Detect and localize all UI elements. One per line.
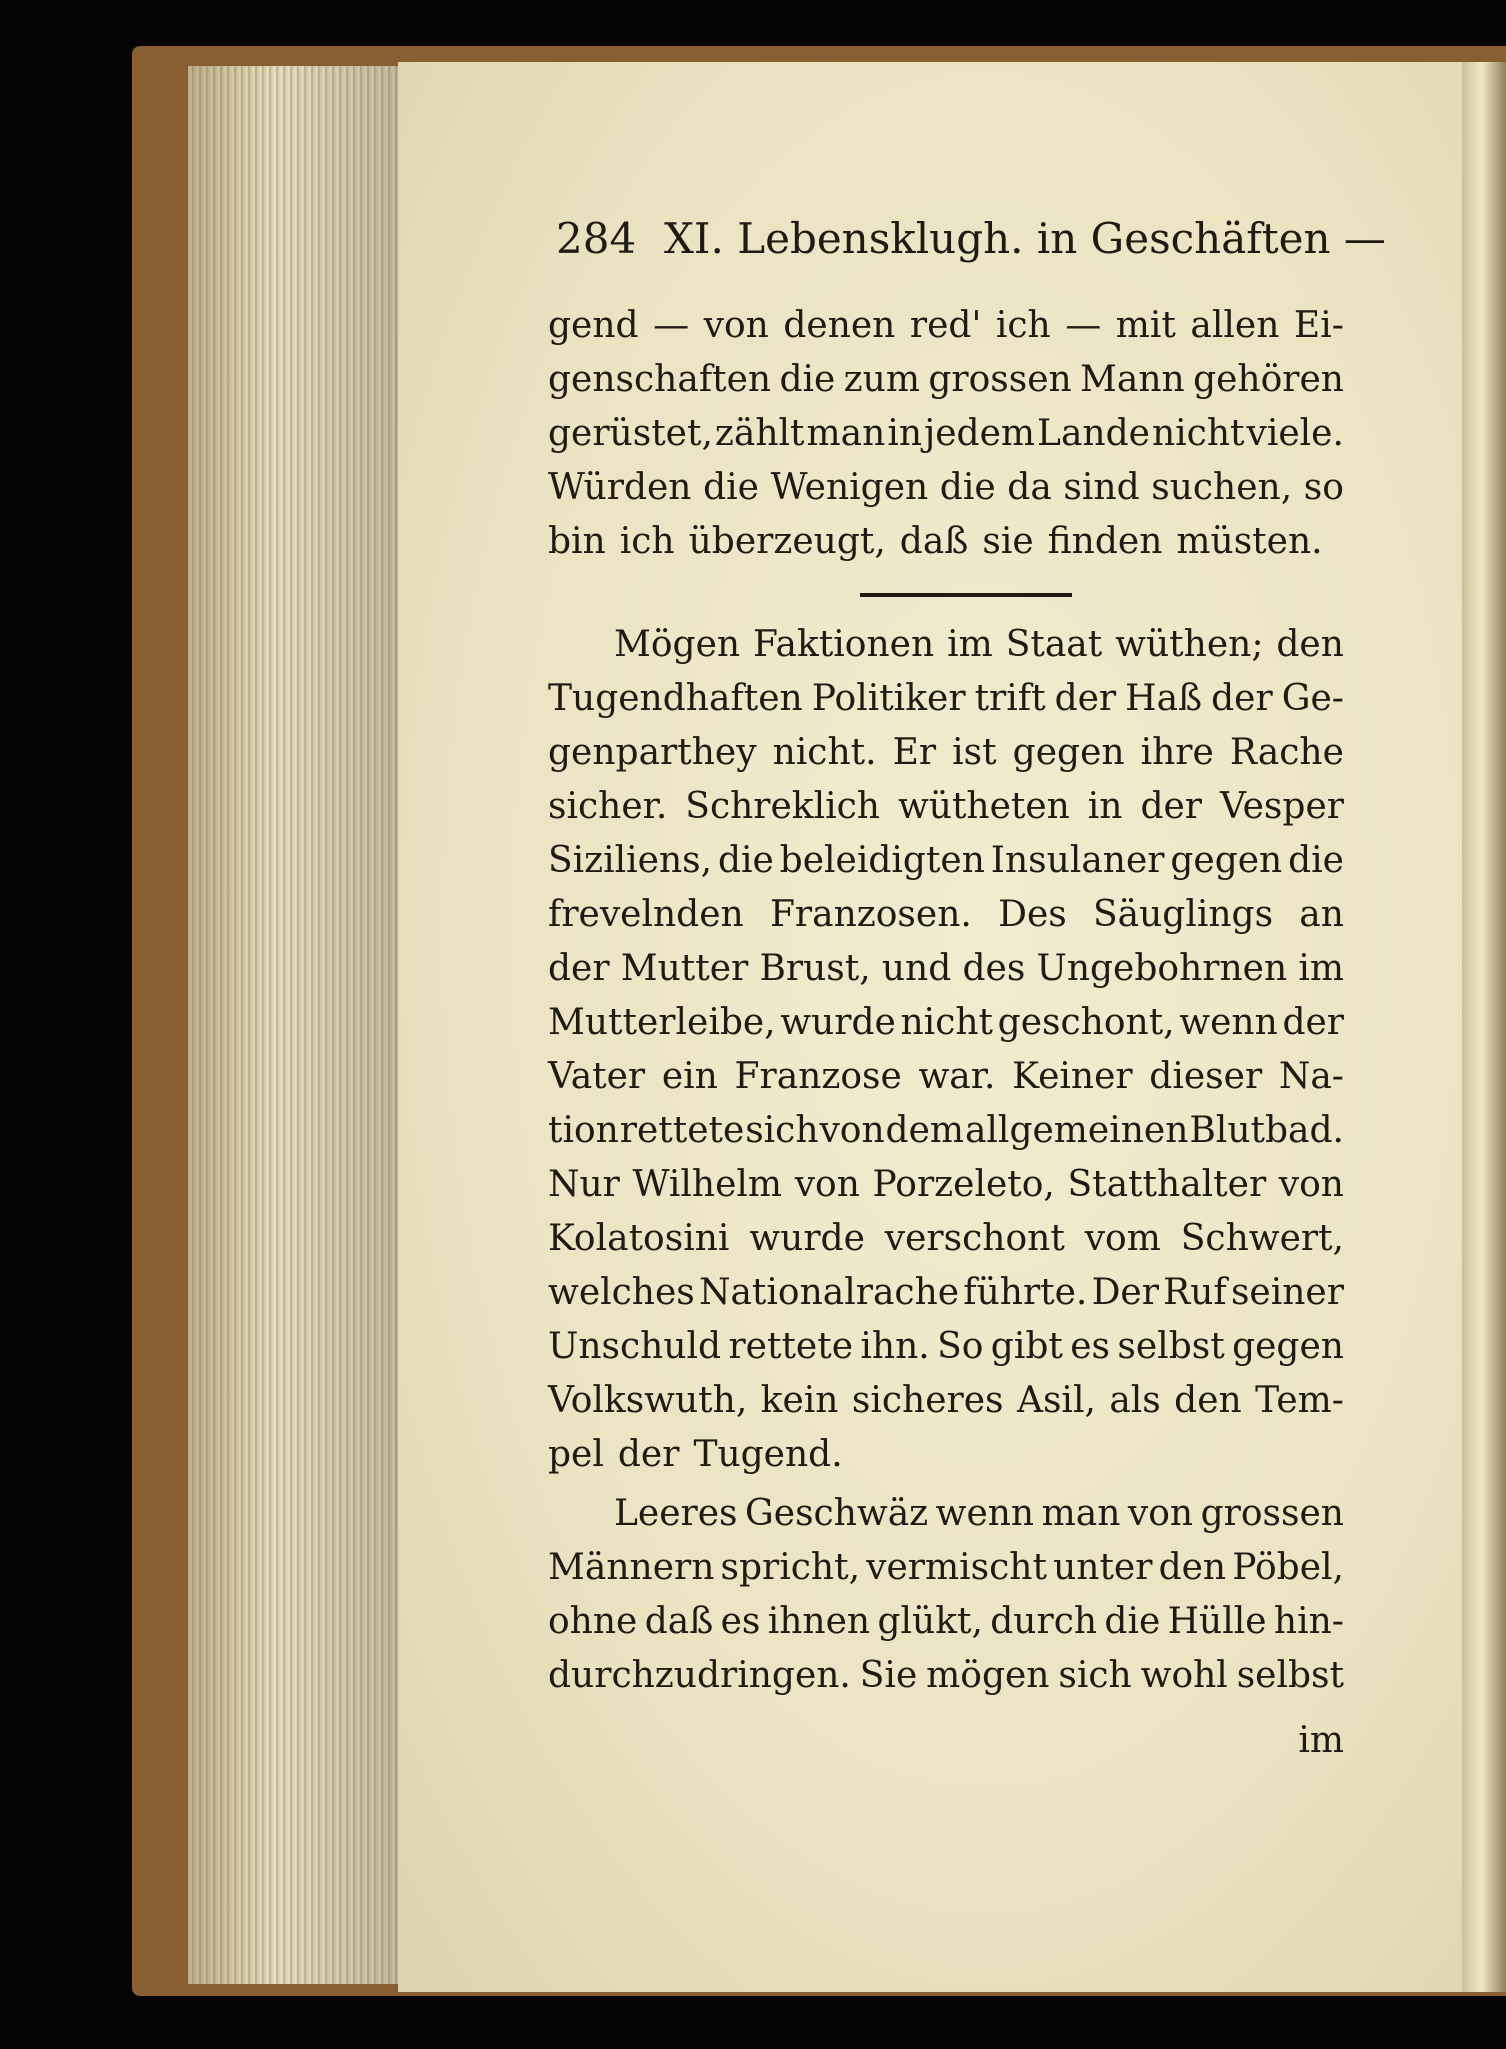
section-divider-rule <box>860 593 1072 597</box>
text-line <box>548 353 1344 407</box>
word: gibt <box>990 1326 1063 1367</box>
word: selbst <box>1117 1326 1225 1367</box>
word: Franzose <box>734 1056 902 1097</box>
word: Ungebohrnen <box>1036 948 1288 989</box>
word: Wenigen <box>770 467 929 508</box>
word: ihre <box>1140 732 1214 773</box>
word: in <box>1087 786 1123 827</box>
text-line <box>548 1374 1344 1428</box>
word: gehören <box>1193 359 1344 400</box>
word: pel <box>548 1434 604 1475</box>
word: daß <box>644 1601 714 1642</box>
word: der <box>1282 1002 1344 1043</box>
word: nicht <box>900 1002 994 1043</box>
word: Franzosen. <box>769 894 972 935</box>
word: wohl <box>1140 1655 1228 1696</box>
word: gegen <box>1232 1326 1344 1367</box>
word: von <box>794 1164 860 1205</box>
word: Staat <box>1005 624 1103 665</box>
word: der <box>1054 678 1117 719</box>
word: der <box>617 1434 680 1475</box>
word: sie <box>982 521 1034 562</box>
word: es <box>720 1601 761 1642</box>
word: Brust, <box>759 948 871 989</box>
word: des <box>962 948 1026 989</box>
word: Wilhelm <box>632 1164 783 1205</box>
text-line <box>548 1050 1344 1104</box>
word: ich <box>995 305 1051 346</box>
word: wenn <box>1179 1002 1278 1043</box>
text-line <box>548 1428 1344 1482</box>
text-line <box>548 1320 1344 1374</box>
text-line <box>548 834 1344 888</box>
running-header <box>556 214 1386 270</box>
text-line <box>614 618 1344 672</box>
word: Lande <box>1037 413 1150 454</box>
word: der <box>1211 678 1273 719</box>
text-line <box>548 1158 1344 1212</box>
word: Siziliens, <box>548 840 713 881</box>
word: beleidigten <box>779 840 985 881</box>
text-line <box>548 407 1344 461</box>
word: rettete <box>619 1110 745 1151</box>
word: geschont, <box>997 1002 1175 1043</box>
word: Sie <box>859 1655 918 1696</box>
word: Volkswuth, <box>548 1380 748 1421</box>
word: finden <box>1047 521 1163 562</box>
word: Würden <box>548 467 692 508</box>
word: frevelnden <box>548 894 744 935</box>
word: seiner <box>1230 1272 1344 1313</box>
text-line <box>548 1104 1344 1158</box>
word: allgemeinen <box>964 1110 1189 1151</box>
word: bin <box>548 521 606 562</box>
word: Schreklich <box>685 786 880 827</box>
word: Kolatosini <box>548 1218 730 1259</box>
word: grossen <box>1200 1493 1344 1534</box>
word: allen <box>1190 305 1280 346</box>
word: daß <box>899 521 969 562</box>
running-title: XI. Lebensklugh. in Geschäften — <box>664 214 1386 263</box>
word: suchen, <box>1151 467 1293 508</box>
word: Keiner <box>1012 1056 1133 1097</box>
word: war. <box>918 1056 996 1097</box>
word: Politiker <box>811 678 966 719</box>
word: nicht <box>1151 413 1245 454</box>
word: sich <box>745 1110 819 1151</box>
word: sich <box>1058 1655 1132 1696</box>
word: genschaften <box>548 359 772 400</box>
word: sicher. <box>548 786 668 827</box>
word: Ruf <box>1163 1272 1227 1313</box>
word: Statthalter <box>1067 1164 1267 1205</box>
word: viele. <box>1246 413 1344 454</box>
word: Haß <box>1125 678 1203 719</box>
text-line <box>548 515 1344 569</box>
word: nicht. <box>772 732 877 773</box>
word: vom <box>1084 1218 1161 1259</box>
word: mögen <box>926 1655 1050 1696</box>
word: Ei- <box>1293 305 1344 346</box>
text-line <box>548 299 1344 353</box>
word: man <box>806 413 886 454</box>
word: gerüstet, <box>548 413 713 454</box>
catchword <box>548 1714 1344 1768</box>
word: führte. <box>963 1272 1088 1313</box>
word: Vater <box>548 1056 646 1097</box>
word: kein <box>760 1380 839 1421</box>
text-line <box>548 1595 1344 1649</box>
word: trift <box>974 678 1046 719</box>
word: Rache <box>1229 732 1344 773</box>
page-edges-shadow <box>188 66 406 1984</box>
word: Faktionen <box>753 624 935 665</box>
word: im <box>1298 948 1344 989</box>
text-line <box>548 1649 1344 1703</box>
page-number: 284 <box>556 214 637 263</box>
word: genparthey <box>548 732 757 773</box>
word: Na- <box>1278 1056 1344 1097</box>
word: dieser <box>1149 1056 1263 1097</box>
word: der <box>548 948 610 989</box>
word: müsten. <box>1176 521 1323 562</box>
word: Säuglings <box>1092 894 1274 935</box>
word: red' <box>909 305 982 346</box>
text-line <box>548 780 1344 834</box>
word: gend <box>548 305 639 346</box>
word: von <box>703 305 769 346</box>
word: von <box>1127 1493 1194 1534</box>
word: sicheres <box>851 1380 1004 1421</box>
word: zählt <box>714 413 805 454</box>
word: die <box>717 840 774 881</box>
word: mit <box>1115 305 1176 346</box>
word: Ge- <box>1281 678 1344 719</box>
word: und <box>881 948 952 989</box>
word: wütheten <box>897 786 1070 827</box>
word: da <box>1007 467 1052 508</box>
word: glükt, <box>877 1601 983 1642</box>
word: Nur <box>548 1164 620 1205</box>
word: an <box>1299 894 1344 935</box>
word: — <box>1065 305 1102 346</box>
word: tion <box>548 1110 619 1151</box>
word: Des <box>998 894 1067 935</box>
word: selbst <box>1236 1655 1344 1696</box>
text-line <box>548 672 1344 726</box>
word: der <box>1140 786 1202 827</box>
word: — <box>653 305 690 346</box>
word: die <box>703 467 759 508</box>
word: zum <box>843 359 920 400</box>
word: ein <box>661 1056 718 1097</box>
word: Leeres <box>614 1493 738 1534</box>
word: wurde <box>780 1002 896 1043</box>
word: Mann <box>1080 359 1185 400</box>
text-line <box>548 888 1344 942</box>
word: es <box>1070 1326 1111 1367</box>
word: Der <box>1091 1272 1159 1313</box>
facing-page-edge <box>1462 62 1506 1992</box>
word: man <box>1041 1493 1121 1534</box>
word: grossen <box>928 359 1072 400</box>
word: unter <box>1053 1547 1153 1588</box>
word: als <box>1109 1380 1161 1421</box>
word: Asil, <box>1016 1380 1096 1421</box>
word: Schwert, <box>1180 1218 1344 1259</box>
text-line <box>548 726 1344 780</box>
word: vermischt <box>866 1547 1047 1588</box>
word: ohne <box>548 1601 638 1642</box>
word: Geschwäz <box>745 1493 929 1534</box>
word: denen <box>783 305 896 346</box>
word: den <box>1158 1547 1227 1588</box>
word: von <box>1278 1164 1344 1205</box>
word: Männern <box>548 1547 715 1588</box>
text-line <box>548 1541 1344 1595</box>
word: Tugend. <box>693 1434 843 1475</box>
word: dem <box>885 1110 965 1151</box>
text-line <box>548 942 1344 996</box>
word: Mögen <box>614 624 741 665</box>
word: verschont <box>884 1218 1065 1259</box>
word: spricht, <box>720 1547 861 1588</box>
word: So <box>937 1326 984 1367</box>
word: im <box>947 624 993 665</box>
word: welches <box>548 1272 695 1313</box>
word: jedem <box>924 413 1036 454</box>
word: die <box>779 359 836 400</box>
word: durch <box>990 1601 1098 1642</box>
word: Blutbad. <box>1189 1110 1344 1151</box>
word: ihnen <box>767 1601 871 1642</box>
word: die <box>1104 1601 1161 1642</box>
word: überzeugt, <box>688 521 886 562</box>
word: die <box>939 467 996 508</box>
word: ihn. <box>860 1326 930 1367</box>
text-line <box>548 996 1344 1050</box>
text-line <box>614 1487 1344 1541</box>
word: Nationalrache <box>698 1272 960 1313</box>
word: Mutterleibe, <box>548 1002 776 1043</box>
word: Mutter <box>620 948 749 989</box>
word: wenn <box>935 1493 1035 1534</box>
word: in <box>887 413 923 454</box>
word: sind <box>1063 467 1140 508</box>
word: ist <box>952 732 997 773</box>
word: Tugendhaften <box>548 678 803 719</box>
word: Tem- <box>1255 1380 1344 1421</box>
catchword-word: im <box>1298 1720 1344 1761</box>
word: den <box>1174 1380 1242 1421</box>
word: ich <box>619 521 675 562</box>
text-line <box>548 1212 1344 1266</box>
word: Porzeleto, <box>872 1164 1055 1205</box>
word: Vesper <box>1219 786 1344 827</box>
word: den <box>1276 624 1344 665</box>
word: von <box>819 1110 885 1151</box>
word: Hülle <box>1167 1601 1267 1642</box>
word: Er <box>892 732 937 773</box>
text-line <box>548 461 1344 515</box>
word: so <box>1303 467 1344 508</box>
word: durchzudringen. <box>548 1655 851 1696</box>
word: Insulaner <box>990 840 1165 881</box>
word: die <box>1288 840 1344 881</box>
text-line <box>548 1266 1344 1320</box>
word: wurde <box>749 1218 865 1259</box>
word: wüthen; <box>1115 624 1264 665</box>
word: gegen <box>1012 732 1125 773</box>
word: gegen <box>1170 840 1283 881</box>
word: Unschuld <box>548 1326 722 1367</box>
word: rettete <box>728 1326 853 1367</box>
word: hin- <box>1273 1601 1344 1642</box>
word: Pöbel, <box>1232 1547 1344 1588</box>
